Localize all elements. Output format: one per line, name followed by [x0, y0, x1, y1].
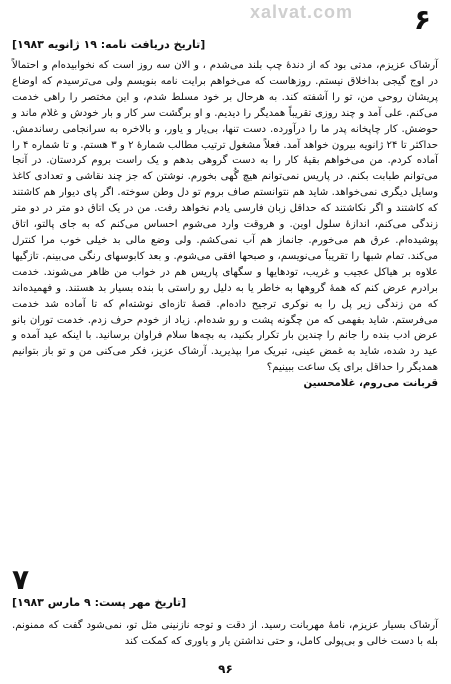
letter-number-7: ۷ — [12, 563, 30, 596]
watermark: xalvat.com — [250, 2, 354, 22]
letter-1-text: آرشاک عزیزم، مدتی بود که از دندهٔ چپ بلند می‌شدم ، و الان سه روز است که نخوابیده‌ام و احتمالاً در اوج گیجی بداخلاق نیستم. روزهاست که می‌خواهم برایت نامه بنویسم ولی می‌ترسیدم که اوضاع پریشان روحی من، تو را آشفته کند. به هرحال بر خود مسلط شدم، و این مختصر را راهی خدمت می‌کنم. علی آمد و چند روزی تقریباً همدیگر را دیدیم. و او برگشت سر کار و بار خودش و غلام ماند و حوضش. کار چاپخانه پدر ما را درآورده. دست تنها، بی‌یار و یاور، و بالاخره به سرانجامی رساندمش. حداکثر تا ۲۴ ژانویه بیرون خواهد آمد. فعلاً مشغول ترتیب مطالب شمارهٔ ۲ و ۳ هستم. و تا شماره ۴ را آماده کردم. من می‌خواهم بقیهٔ کار را به دست گروهی بدهم و یک راست بروم کردستان. در آنجا می‌توانم طبابت بکنم. در پاریس نمی‌توانم هیچ گُهی بخورم. نوشتن که جز چند نقاشی و تعدادی کاغذ وسایل دیگری نمی‌خواهد. شاید هم نتوانستم صاف بروم تو دل وطن سوخته. اگر پای دیوار هم کاشتند که کاشتند و اگر نکاشتند که حداقل زبان فارسی یادم نخواهد رفت. من در یک اتاق دو متر در دو متر زندگی می‌کنم، اندازهٔ سلول اوین. و هروقت وارد می‌شوم احساس می‌کنم که به جای پالتو، اتاق پوشیده‌ام. عرق هم می‌خورم. جانماز هم آب نمی‌کشم. ولی وضع مالی بد خیلی خوب مرا کنترل می‌کند. تمام شبها را تقریباً می‌نویسم، و صبحها افقی می‌شوم. و بعد کابوسهای رنگی می‌بینم. تازگیها علاوه بر هیاکل عجیب و غریب، تودهایها و سگهای پاریس هم در خواب من ظاهر می‌شوند. خدمت برادرم عرض کنم که همهٔ گروهها به خاطر یا به دلیل رو راستی با بنده بسیار بد هستند. و فهمیده‌اند که من زندگی زیر پل را به نوکری ترجیح داده‌ام. قصهٔ تازه‌ای نوشته‌ام که تا آماده شد خدمت می‌فرستم. شاید بفهمی که من چگونه پشت و رو شده‌ام. زیاد از خودم حرف زدم. خدمت توران بانو عرض ادب بنده را جانم را چندین بار تکرار بکنید، به بچه‌ها سلام فراوان برسانید. با اینکه عید آمده و عید رد شده، شاید به غمض عینی، تبریک مرا بپذیرید. آرشاک عزیز، فکر می‌کنی من و تو باز بتوانیم همدیگر را حداقل برای یک ساعت ببینیم؟ — [12, 60, 438, 374]
letter-number-6: ۶ — [413, 3, 431, 36]
letter-1-closing: قربانت می‌روم، غلامحسین — [303, 378, 438, 390]
letter-2-date: [تاریخ مهر پست: ۹ مارس ۱۹۸۳] — [12, 596, 187, 609]
page-number: ۹۶ — [218, 662, 233, 676]
letter-2-body: آرشاک بسیار عزیزم، نامهٔ مهربانت رسید. از دقت و توجه نازنینی مثل تو، نمی‌شود گفت که ممنونم. بله با دست خالی و بی‌پولی کامل، و حتی نداشتن یار و یاوری که کمکت کند — [12, 620, 438, 647]
letter-1-date: [تاریخ دریافت نامه: ۱۹ ژانویه ۱۹۸۳] — [12, 38, 206, 51]
letter-1-body — [12, 58, 438, 392]
